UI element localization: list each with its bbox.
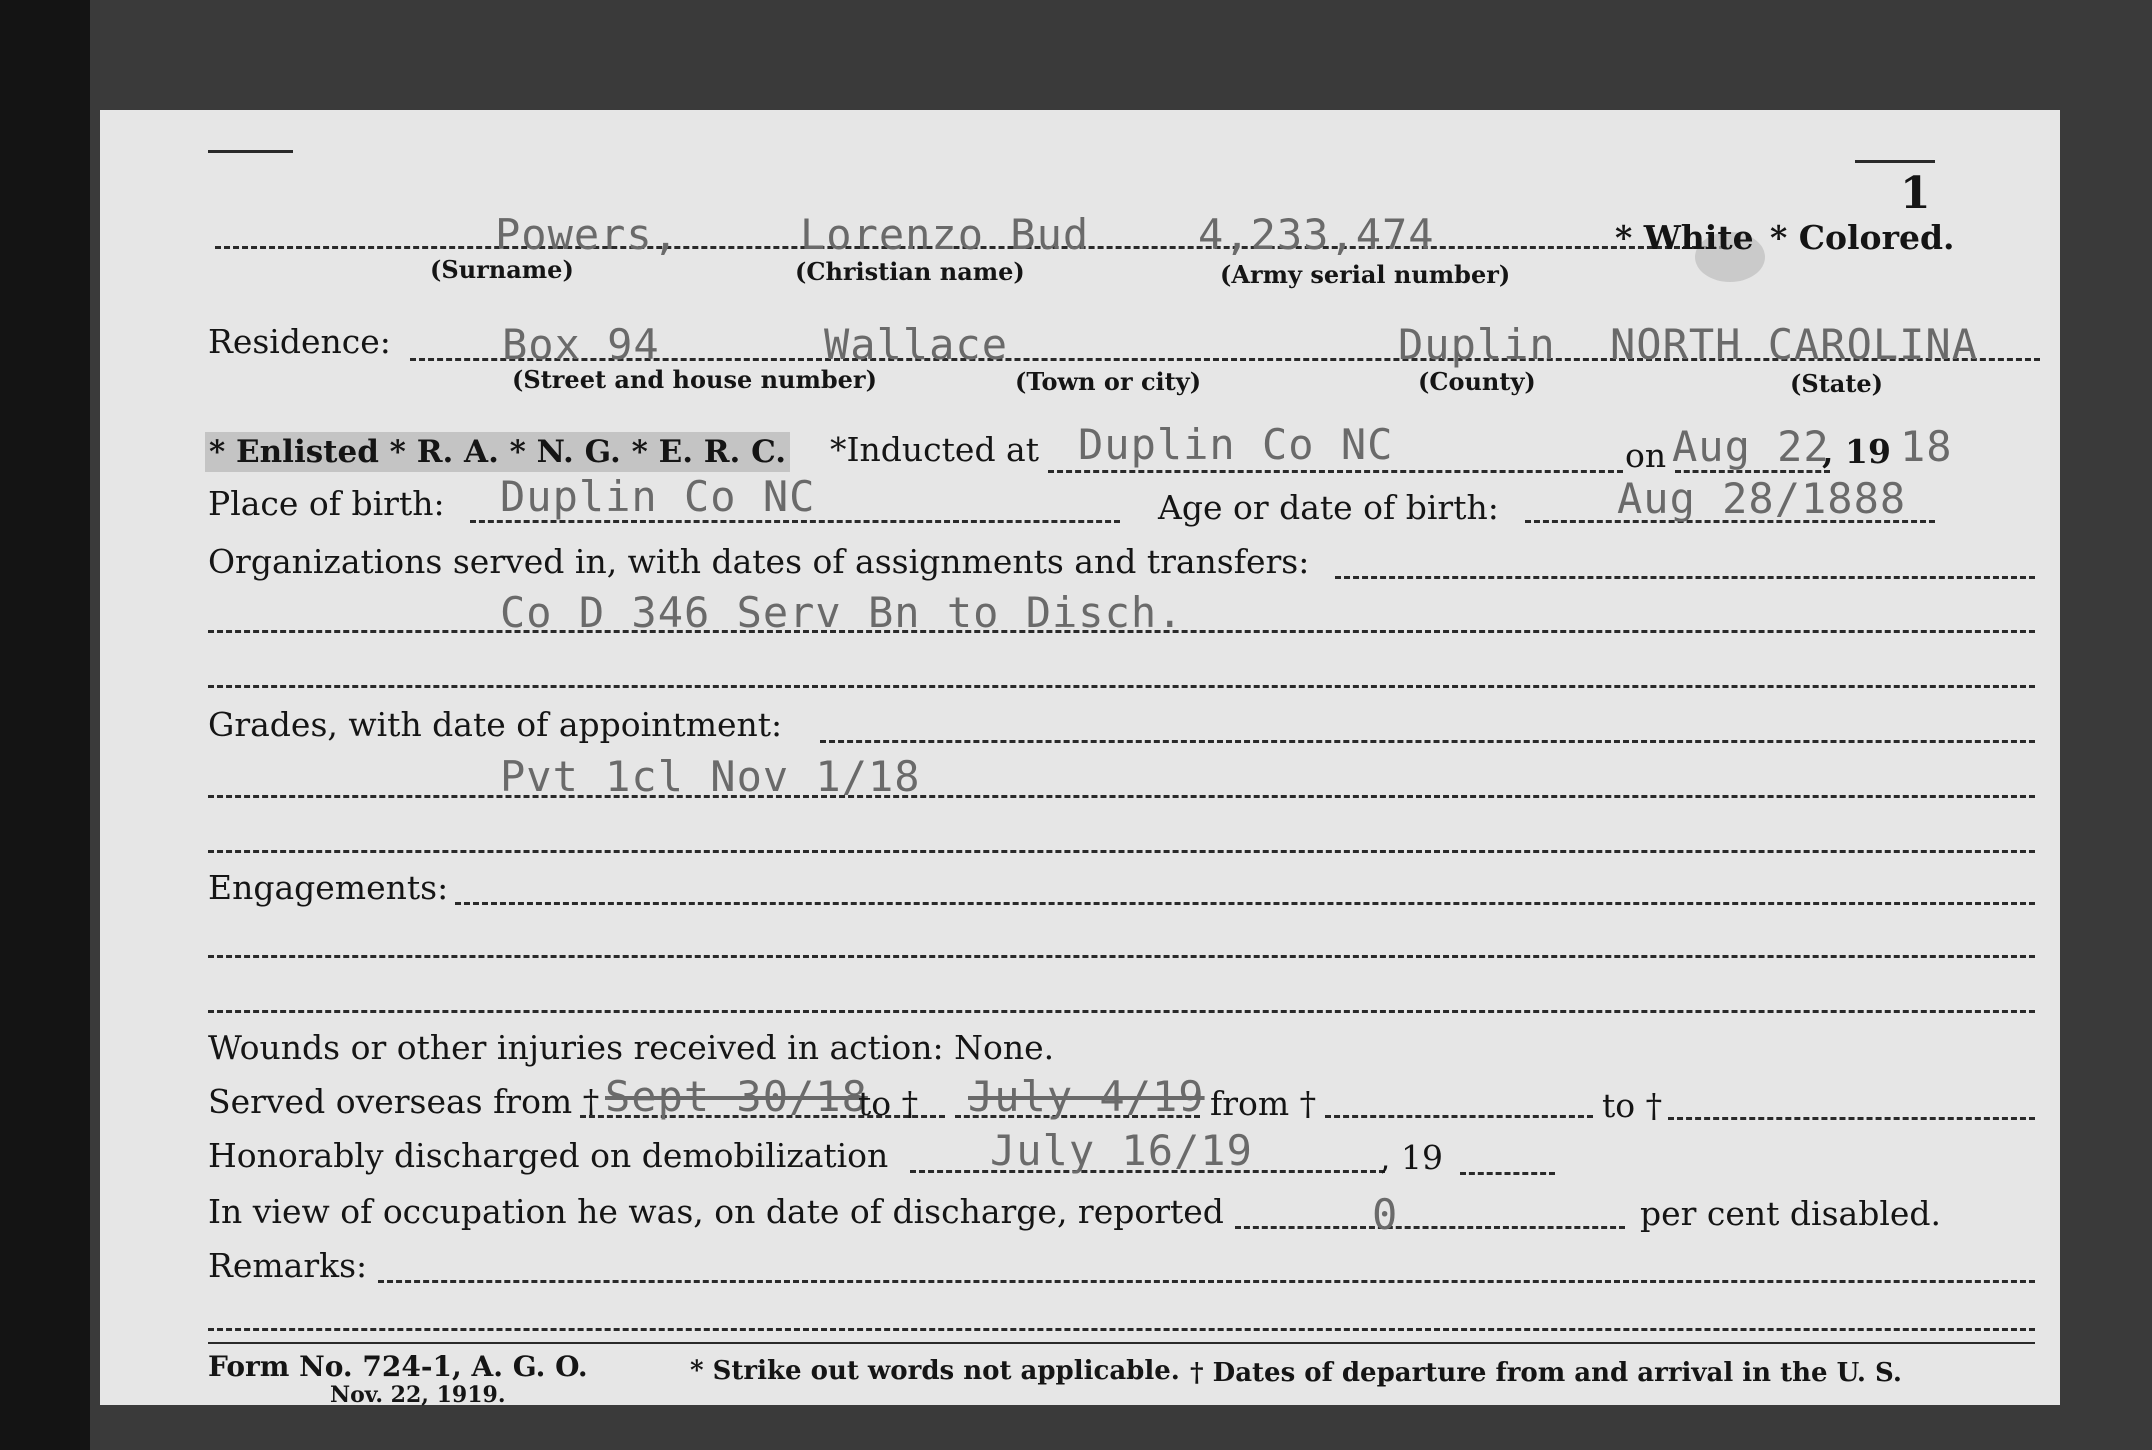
discharge-date-value: July 16/19 — [990, 1126, 1253, 1175]
residence-label: Residence: — [208, 322, 391, 361]
overseas-from2-label: from † — [1210, 1084, 1317, 1123]
discharge-year-label: , 19 — [1380, 1138, 1443, 1177]
grades-value: Pvt 1cl Nov 1/18 — [500, 752, 921, 801]
grades-label: Grades, with date of appointment: — [208, 705, 783, 744]
discharge-year-line — [1460, 1172, 1555, 1175]
engagements-line-1 — [455, 902, 2035, 905]
inducted-label: *Inducted at — [830, 430, 1039, 469]
street-value: Box 94 — [502, 320, 660, 369]
overseas-from-value: Sept 30/18 — [605, 1072, 868, 1121]
overseas-from2-line — [1325, 1115, 1593, 1118]
grades-line-1 — [820, 740, 2035, 743]
disability-value: 0 — [1372, 1190, 1399, 1239]
strike-out-note: * Strike out words not applicable. — [690, 1356, 1180, 1386]
footer-rule — [208, 1342, 2035, 1344]
birth-date-value: Aug 28/1888 — [1617, 474, 1907, 523]
enlistment-options: * Enlisted * R. A. * N. G. * E. R. C. — [205, 432, 790, 472]
service-record-card — [100, 110, 2060, 1408]
street-caption: (Street and house number) — [512, 365, 877, 394]
disability-line — [1235, 1226, 1625, 1229]
christian-name-caption: (Christian name) — [795, 257, 1025, 286]
top-left-rule — [208, 150, 293, 153]
form-number: Form No. 724-1, A. G. O. — [208, 1350, 588, 1383]
induction-year-label: , 19 — [1822, 432, 1891, 471]
town-caption: (Town or city) — [1015, 367, 1202, 396]
organizations-value: Co D 346 Serv Bn to Disch. — [500, 588, 1184, 637]
state-value: NORTH CAROLINA — [1610, 320, 1979, 369]
christian-name-value: Lorenzo Bud — [800, 210, 1090, 259]
overseas-to-label: to † — [858, 1084, 919, 1123]
county-value: Duplin — [1398, 320, 1556, 369]
organizations-line-3 — [208, 685, 2035, 688]
place-of-birth-label: Place of birth: — [208, 484, 445, 523]
disability-suffix: per cent disabled. — [1640, 1194, 1942, 1233]
county-caption: (County) — [1418, 367, 1536, 396]
form-date: Nov. 22, 1919. — [330, 1382, 506, 1408]
surname-caption: (Surname) — [430, 255, 574, 284]
overseas-to2-label: to † — [1602, 1086, 1663, 1125]
wounds-text: Wounds or other injuries received in action: None. — [208, 1028, 1055, 1067]
dates-note: † Dates of departure from and arrival in the U. S. — [1190, 1358, 1902, 1388]
age-label: Age or date of birth: — [1158, 488, 1499, 527]
overseas-from-label: Served overseas from † — [208, 1082, 600, 1121]
remarks-line-2 — [208, 1328, 2035, 1331]
town-value: Wallace — [824, 320, 1009, 369]
overseas-to-value: July 4/19 — [968, 1072, 1205, 1121]
organizations-label: Organizations served in, with dates of assignments and transfers: — [208, 542, 1310, 581]
engagements-label: Engagements: — [208, 868, 449, 907]
on-label: on — [1625, 436, 1667, 475]
serial-number-value: 4,233,474 — [1198, 210, 1435, 259]
disability-label: In view of occupation he was, on date of discharge, reported — [208, 1192, 1224, 1231]
remarks-line-1 — [378, 1280, 2035, 1283]
top-right-rule — [1855, 160, 1935, 163]
surname-value: Powers, — [495, 210, 680, 259]
place-of-birth-value: Duplin Co NC — [500, 472, 816, 521]
race-white-label: * White — [1615, 218, 1754, 257]
background-edge — [0, 0, 90, 1450]
remarks-label: Remarks: — [208, 1246, 368, 1285]
grades-line-3 — [208, 850, 2035, 853]
induction-year-value: 18 — [1900, 422, 1953, 471]
inducted-line — [1048, 470, 1623, 473]
race-colored-label: * Colored. — [1770, 218, 1955, 257]
grades-line-2 — [208, 795, 2035, 798]
inducted-at-value: Duplin Co NC — [1078, 420, 1394, 469]
serial-number-caption: (Army serial number) — [1220, 260, 1511, 289]
induction-date-value: Aug 22 — [1672, 422, 1830, 471]
card-number: 1 — [1900, 168, 1931, 219]
engagements-line-2 — [208, 955, 2035, 958]
state-caption: (State) — [1790, 369, 1884, 398]
engagements-line-3 — [208, 1010, 2035, 1013]
organizations-line-1 — [1335, 576, 2035, 579]
discharge-label: Honorably discharged on demobilization — [208, 1136, 889, 1175]
overseas-to2-line — [1668, 1117, 2035, 1120]
